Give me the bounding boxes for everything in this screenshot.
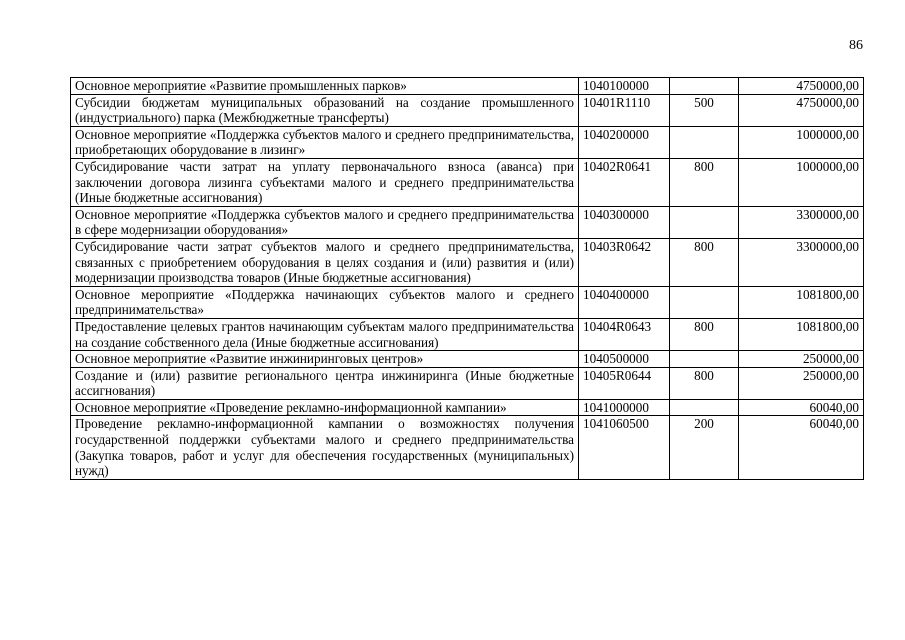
table-row bbox=[71, 206, 864, 238]
row-sum: 250000,00 bbox=[739, 351, 864, 368]
table-row bbox=[71, 158, 864, 206]
row-expense-type: 200 bbox=[670, 416, 739, 479]
row-sum: 1000000,00 bbox=[739, 126, 864, 158]
row-name: Создание и (или) развитие регионального центра инжиниринга (Иные бюджетные ассигнования) bbox=[71, 367, 579, 399]
row-expense-type bbox=[670, 126, 739, 158]
row-sum: 1081800,00 bbox=[739, 286, 864, 318]
row-sum: 3300000,00 bbox=[739, 206, 864, 238]
row-code: 1041060500 bbox=[579, 416, 670, 479]
budget-table bbox=[70, 77, 864, 480]
row-code: 1041000000 bbox=[579, 399, 670, 416]
row-code: 1040200000 bbox=[579, 126, 670, 158]
row-name: Предоставление целевых грантов начинающим субъектам малого предпринимательства на создание собственного дела (Иные бюджетные ассигнования) bbox=[71, 318, 579, 350]
table-row bbox=[71, 238, 864, 286]
row-sum: 4750000,00 bbox=[739, 94, 864, 126]
row-expense-type: 800 bbox=[670, 238, 739, 286]
row-name: Субсидирование части затрат на уплату первоначального взноса (аванса) при заключении договора лизинга субъектами малого и среднего предпринимательства (Иные бюджетные ассигнования) bbox=[71, 158, 579, 206]
row-expense-type bbox=[670, 78, 739, 95]
row-code: 1040300000 bbox=[579, 206, 670, 238]
row-sum: 3300000,00 bbox=[739, 238, 864, 286]
row-expense-type bbox=[670, 286, 739, 318]
row-name: Основное мероприятие «Поддержка субъектов малого и среднего предпринимательства, приобретающих оборудование в лизинг» bbox=[71, 126, 579, 158]
row-code: 1040400000 bbox=[579, 286, 670, 318]
row-name: Основное мероприятие «Развитие промышленных парков» bbox=[71, 78, 579, 95]
row-name: Субсидирование части затрат субъектов малого и среднего предпринимательства, связанных с приобретением оборудования в целях создания и (или) развития и (или) модернизации производства товаров (Иные бюджетные ассигнования) bbox=[71, 238, 579, 286]
table-row bbox=[71, 399, 864, 416]
row-expense-type: 800 bbox=[670, 318, 739, 350]
row-code: 10405R0644 bbox=[579, 367, 670, 399]
row-code: 10403R0642 bbox=[579, 238, 670, 286]
row-code: 1040500000 bbox=[579, 351, 670, 368]
table-row bbox=[71, 318, 864, 350]
row-expense-type: 800 bbox=[670, 158, 739, 206]
table-row bbox=[71, 367, 864, 399]
row-code: 10402R0641 bbox=[579, 158, 670, 206]
row-name: Основное мероприятие «Поддержка субъектов малого и среднего предпринимательства в сфере модернизации оборудования» bbox=[71, 206, 579, 238]
row-name: Субсидии бюджетам муниципальных образований на создание промышленного (индустриального) парка (Межбюджетные трансферты) bbox=[71, 94, 579, 126]
row-code: 10401R1110 bbox=[579, 94, 670, 126]
page-number: 86 bbox=[849, 38, 863, 53]
table-row bbox=[71, 416, 864, 479]
row-expense-type: 500 bbox=[670, 94, 739, 126]
table-row bbox=[71, 94, 864, 126]
row-name: Проведение рекламно-информационной кампании о возможностях получения государственной поддержки субъектами малого и среднего предпринимательства (Закупка товаров, работ и услуг для обеспечения государственных (муниципальных) нужд) bbox=[71, 416, 579, 479]
row-sum: 250000,00 bbox=[739, 367, 864, 399]
table-row bbox=[71, 286, 864, 318]
row-name: Основное мероприятие «Проведение рекламно-информационной кампании» bbox=[71, 399, 579, 416]
row-expense-type bbox=[670, 351, 739, 368]
row-name: Основное мероприятие «Поддержка начинающих субъектов малого и среднего предпринимательства» bbox=[71, 286, 579, 318]
row-expense-type bbox=[670, 206, 739, 238]
row-sum: 60040,00 bbox=[739, 416, 864, 479]
row-sum: 4750000,00 bbox=[739, 78, 864, 95]
row-code: 10404R0643 bbox=[579, 318, 670, 350]
table-row bbox=[71, 78, 864, 95]
row-expense-type: 800 bbox=[670, 367, 739, 399]
table-row bbox=[71, 126, 864, 158]
table-row bbox=[71, 351, 864, 368]
row-sum: 60040,00 bbox=[739, 399, 864, 416]
row-code: 1040100000 bbox=[579, 78, 670, 95]
row-sum: 1081800,00 bbox=[739, 318, 864, 350]
row-expense-type bbox=[670, 399, 739, 416]
row-sum: 1000000,00 bbox=[739, 158, 864, 206]
row-name: Основное мероприятие «Развитие инжиниринговых центров» bbox=[71, 351, 579, 368]
